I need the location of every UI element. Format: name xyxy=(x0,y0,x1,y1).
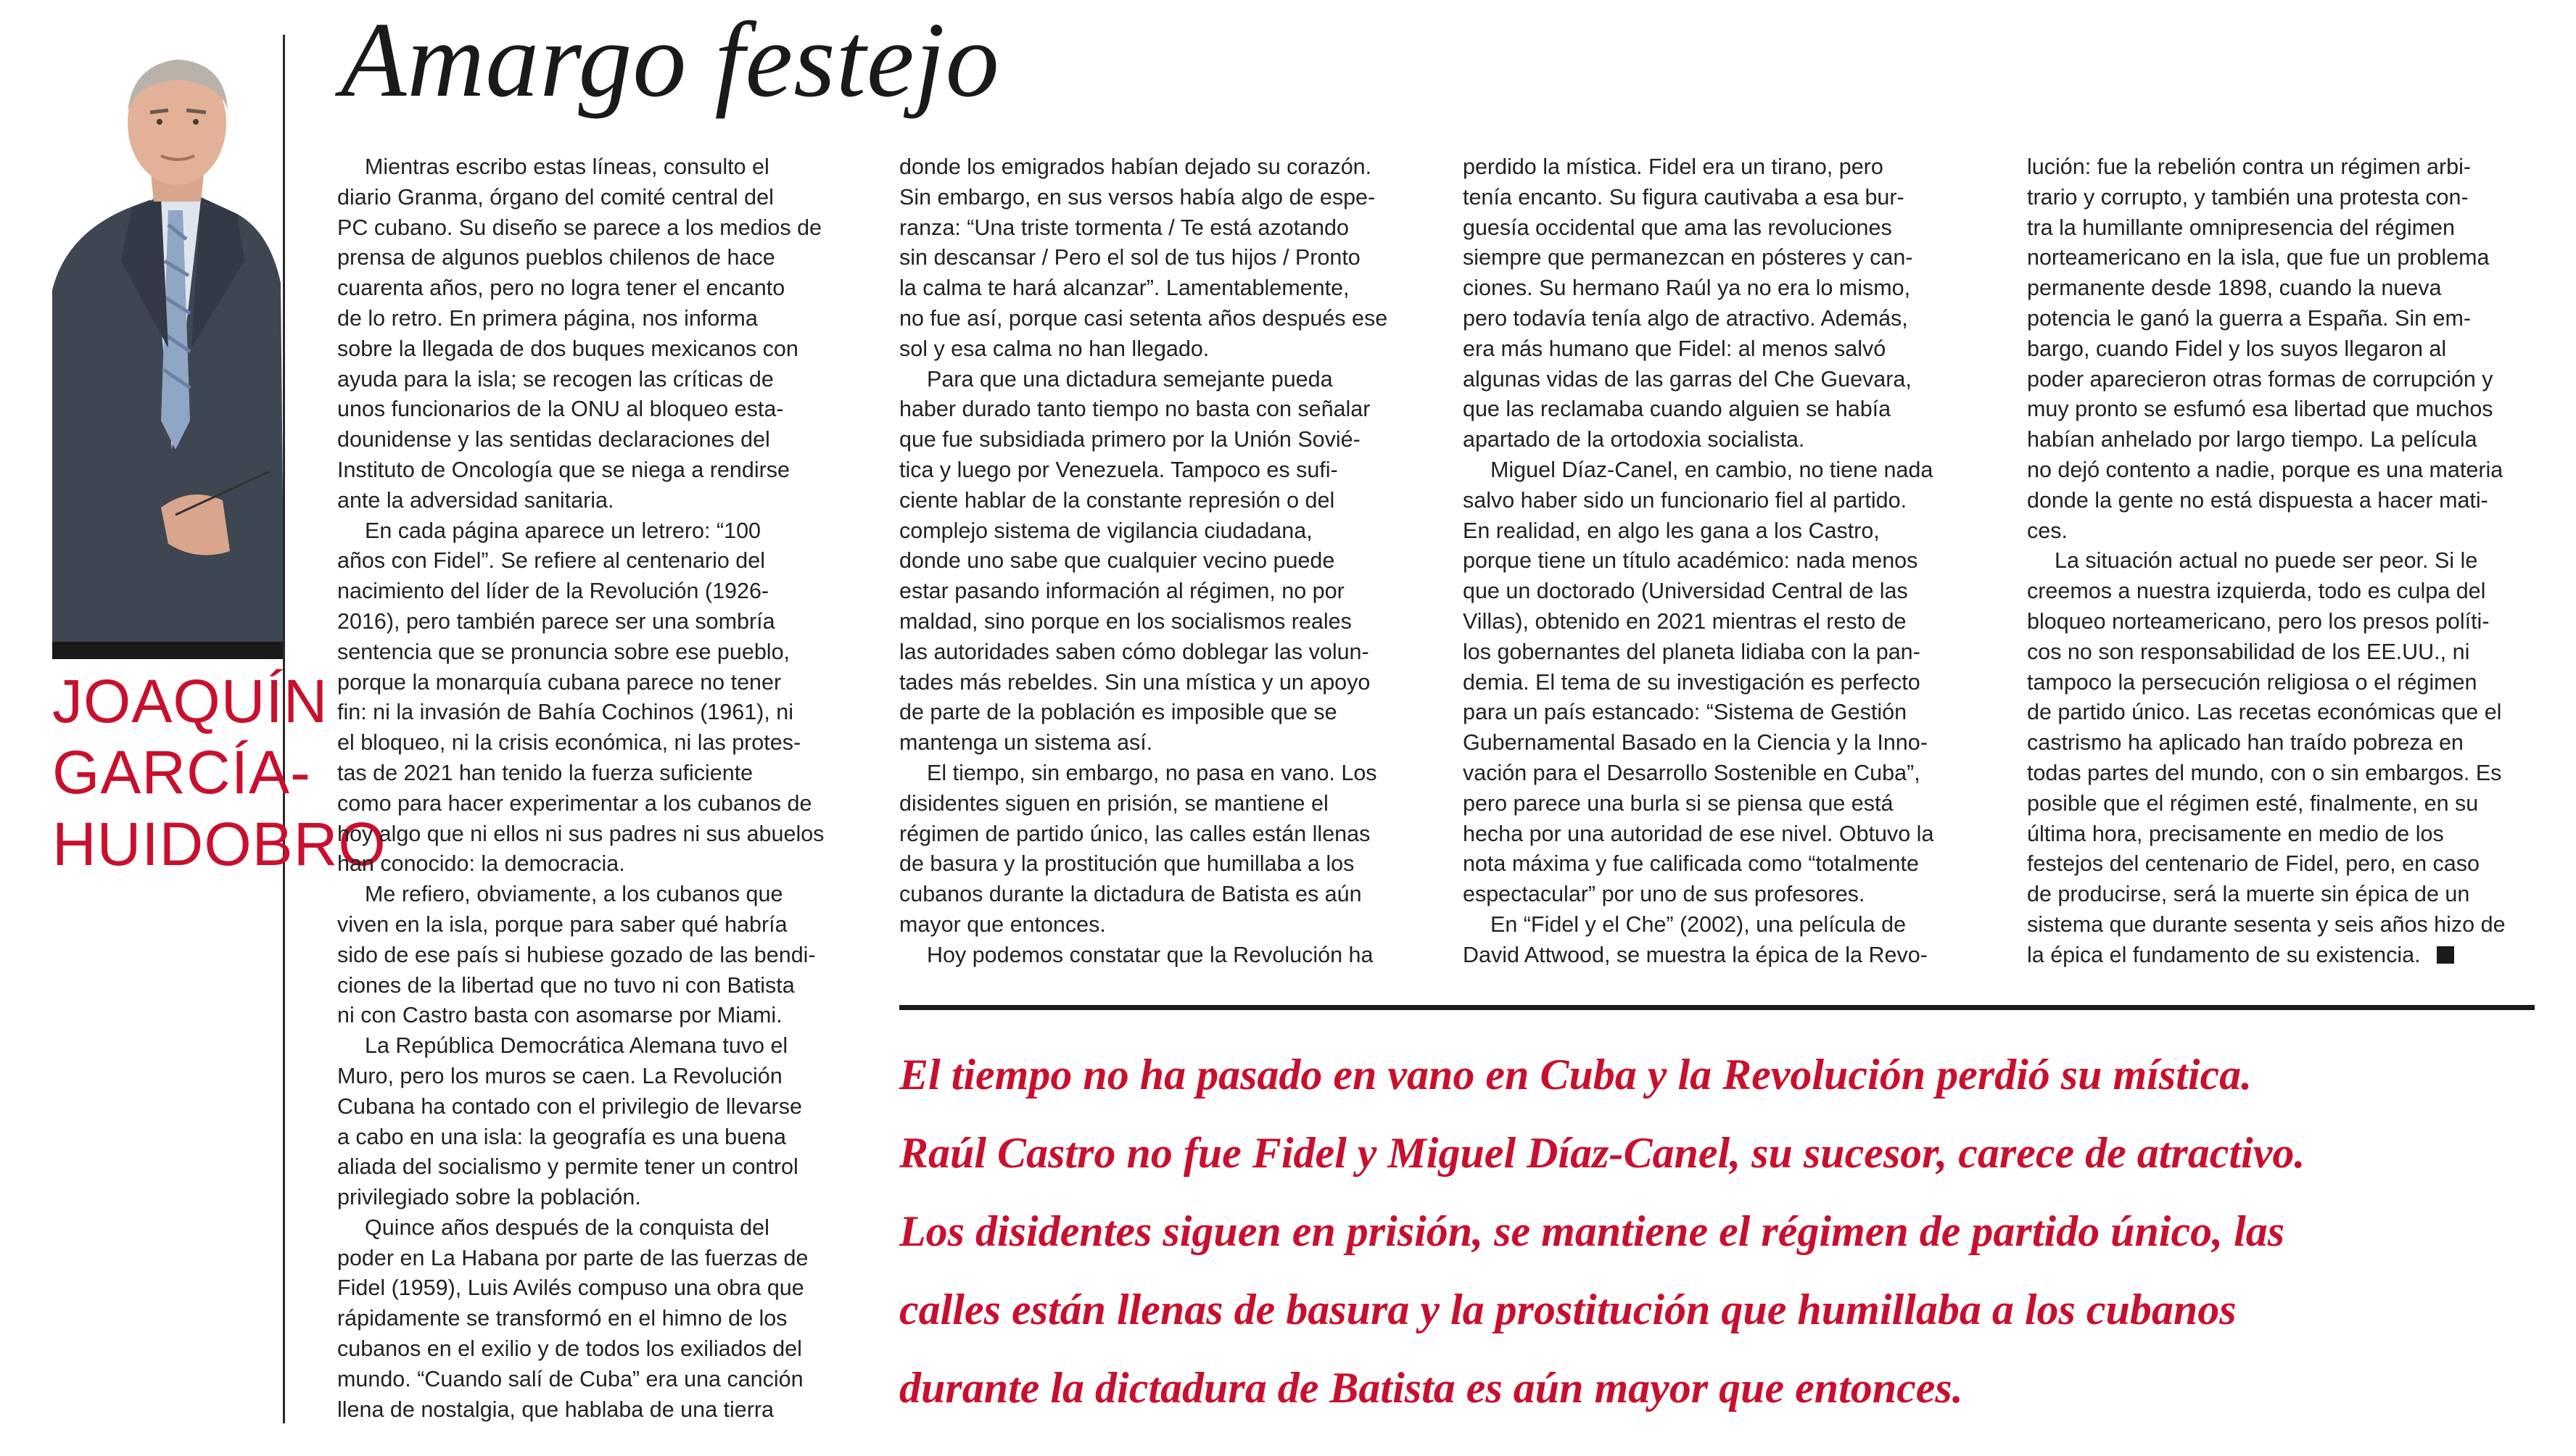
article-line: no dejó contento a nadie, porque es una materia xyxy=(2027,457,2503,482)
article-line: sobre la llegada de dos buques mexicanos con xyxy=(337,336,798,361)
article-line: régimen de partido único, las calles están llenas xyxy=(899,821,1371,846)
article-line: Quince años después de la conquista del xyxy=(365,1215,769,1240)
article-line: ciente hablar de la constante represión o del xyxy=(899,487,1335,513)
article-line: Mientras escribo estas líneas, consulto el xyxy=(365,154,769,179)
article-line: Villas), obtenido en 2021 mientras el resto de xyxy=(1463,608,1907,634)
article-line: El tiempo, sin embargo, no pasa en vano. Los xyxy=(927,760,1377,785)
article-line: Cubana ha contado con el privilegio de llevarse xyxy=(337,1093,802,1119)
article-line: que un doctorado (Universidad Central de las xyxy=(1463,579,1908,604)
article-line: muy pronto se esfumó esa libertad que muchos xyxy=(2027,397,2493,422)
pull-quote xyxy=(899,1035,2538,1427)
article-line: cuarenta años, pero no logra tener el encanto xyxy=(337,276,785,301)
article-line: norteamericano en la isla, que fue un problema xyxy=(2027,245,2490,270)
author-first-name: JOAQUÍN xyxy=(52,667,329,735)
article-line: ante la adversidad sanitaria. xyxy=(337,487,614,513)
article-line: privilegiado sobre la población. xyxy=(337,1185,641,1210)
article-line: a cabo en una isla: la geografía es una buena xyxy=(337,1124,786,1149)
author-surname-1: GARCÍA- xyxy=(52,738,312,807)
article-line: aliada del socialismo y permite tener un control xyxy=(337,1154,798,1180)
article-line: salvo haber sido un funcionario fiel al partido. xyxy=(1463,487,1907,513)
article-line: tra la humillante omnipresencia del régimen xyxy=(2027,215,2455,240)
article-line: maldad, sino porque en los socialismos reales xyxy=(899,608,1352,634)
article-line: trario y corrupto, y también una protesta con- xyxy=(2027,184,2469,210)
article-line: habían anhelado por largo tiempo. La película xyxy=(2027,427,2477,452)
article-line: porque la monarquía cubana parece no tener xyxy=(337,669,782,695)
article-line: porque tiene un título académico: nada menos xyxy=(1463,548,1918,574)
article-line: estar pasando información al régimen, no por xyxy=(899,579,1345,604)
article-line: nota máxima y fue calificada como “totalmente xyxy=(1463,851,1919,877)
article-line: David Attwood, se muestra la épica de la Revo- xyxy=(1463,942,1928,967)
article-line: espectacular” por uno de sus profesores. xyxy=(1463,882,1865,907)
article-line: guesía occidental que ama las revoluciones xyxy=(1463,215,1892,240)
photo-caption-bar xyxy=(52,642,284,659)
article-line: todas partes del mundo, con o sin embargos. Es xyxy=(2027,760,2502,785)
article-column-4 xyxy=(2027,152,2567,971)
article-line: apartado de la ortodoxia socialista. xyxy=(1463,427,1805,452)
article-line: En realidad, en algo les gana a los Castro, xyxy=(1463,518,1880,543)
article-line: permanente desde 1898, cuando la nueva xyxy=(2027,276,2442,301)
pull-quote-line: durante la dictadura de Batista es aún mayor que entonces. xyxy=(899,1364,1963,1412)
article-line: para un país estancado: “Sistema de Gestión xyxy=(1463,700,1907,725)
article-line: tica y luego por Venezuela. Tampoco es sufi- xyxy=(899,457,1338,482)
article-line: creemos a nuestra izquierda, todo es culpa del xyxy=(2027,579,2486,604)
article-line: dounidense y las sentidas declaraciones del xyxy=(337,427,770,452)
article-column-3 xyxy=(1463,152,2003,971)
article-line: tas de 2021 han tenido la fuerza suficiente xyxy=(337,760,754,785)
article-line: Hoy podemos constatar que la Revolución ha xyxy=(927,942,1374,967)
article-line: de partido único. Las recetas económicas que el xyxy=(2027,700,2502,725)
pull-quote-line: Raúl Castro no fue Fidel y Miguel Díaz-Canel, su sucesor, carece de atractivo. xyxy=(899,1129,2305,1177)
article-column-2 xyxy=(899,152,1440,971)
article-line: siempre que permanezcan en pósteres y can- xyxy=(1463,245,1913,270)
article-line: mantenga un sistema así. xyxy=(899,730,1153,756)
article-line: Sin embargo, en sus versos había algo de espe- xyxy=(899,184,1376,210)
article-line: tades más rebeldes. Sin una mística y un apoyo xyxy=(899,669,1371,695)
article-line: no fue así, porque casi setenta años después ese xyxy=(899,305,1388,331)
article-line: poder en La Habana por parte de las fuerzas de xyxy=(337,1245,809,1270)
article-line: castrismo ha aplicado han traído pobreza en xyxy=(2027,730,2464,756)
article-line: que fue subsidiada primero por la Unión Sovié- xyxy=(899,427,1361,452)
article-line: de producirse, será la muerte sin épica de un xyxy=(2027,882,2470,907)
article-line: Muro, pero los muros se caen. La Revolución xyxy=(337,1063,783,1088)
article-line: la calma te hará alcanzar”. Lamentablemente, xyxy=(899,276,1350,301)
article-line: sol y esa calma no han llegado. xyxy=(899,336,1210,361)
article-line: pero parece una burla si se piensa que está xyxy=(1463,790,1894,816)
article-line: La República Democrática Alemana tuvo el xyxy=(365,1033,788,1059)
article-line: cos no son responsabilidad de los EE.UU., ni xyxy=(2027,639,2470,664)
pull-quote-line: El tiempo no ha pasado en vano en Cuba y la Revolución perdió su mística. xyxy=(899,1051,2253,1099)
article-line: hecha por una autoridad de ese nivel. Obtuvo la xyxy=(1463,821,1934,846)
article-line: era más humano que Fidel: al menos salvó xyxy=(1463,336,1886,361)
article-line: como para hacer experimentar a los cubanos de xyxy=(337,790,812,816)
article-line: ciones de la libertad que no tuvo ni con Batista xyxy=(337,972,795,998)
article-line: sin descansar / Pero el sol de tus hijos / Pronto xyxy=(899,245,1361,270)
article-line: La situación actual no puede ser peor. Si le xyxy=(2055,548,2478,574)
article-line: tampoco la persecución religiosa o el régimen xyxy=(2027,669,2477,695)
article-line: donde los emigrados habían dejado su corazón. xyxy=(899,154,1372,179)
article-line: última hora, precisamente en medio de los xyxy=(2027,821,2444,846)
article-line: Me refiero, obviamente, a los cubanos que xyxy=(365,882,783,907)
article-line: de lo retro. En primera página, nos informa xyxy=(337,305,758,331)
author-surname-2: HUIDOBRO xyxy=(52,809,387,878)
article-line: bloqueo norteamericano, pero los presos políti- xyxy=(2027,608,2490,634)
article-line: sentencia que se pronuncia sobre ese pueblo, xyxy=(337,639,790,664)
author-byline xyxy=(52,666,387,880)
article-line: sido de ese país si hubiese gozado de las bendi- xyxy=(337,942,816,967)
article-line: prensa de algunos pueblos chilenos de hace xyxy=(337,245,775,270)
article-line: ciones. Su hermano Raúl ya no era lo mismo, xyxy=(1463,276,1911,301)
article-column-1 xyxy=(337,152,878,1425)
article-line: mayor que entonces. xyxy=(899,911,1106,937)
article-line: En “Fidel y el Che” (2002), una película de xyxy=(1490,911,1907,937)
article-line: bargo, cuando Fidel y los suyos llegaron al xyxy=(2027,336,2447,361)
article-line: nacimiento del líder de la Revolución (1926- xyxy=(337,579,769,604)
article-line: demia. El tema de su investigación es perfecto xyxy=(1463,669,1920,695)
article-line: viven en la isla, porque para saber qué habría xyxy=(337,911,788,937)
article-line: diario Granma, órgano del comité central del xyxy=(337,184,774,210)
article-line: cubanos durante la dictadura de Batista es aún xyxy=(899,882,1362,907)
pull-quote-line: calles están llenas de basura y la prostitución que humillaba a los cubanos xyxy=(899,1286,2237,1333)
article-line: hoy algo que ni ellos ni sus padres ni sus abuelos xyxy=(337,821,825,846)
article-line: donde la gente no está dispuesta a hacer mati- xyxy=(2027,487,2488,513)
article-line: llena de nostalgia, que hablaba de una tierra xyxy=(337,1397,774,1422)
article-line: posible que el régimen esté, finalmente, en su xyxy=(2027,790,2479,816)
article-line: poder aparecieron otras formas de corrupción y xyxy=(2027,366,2493,392)
article-line: Instituto de Oncología que se niega a rendirse xyxy=(337,457,790,482)
article-line: rápidamente se transformó en el himno de los xyxy=(337,1306,788,1331)
article-line: En cada página aparece un letrero: “100 xyxy=(365,518,761,543)
article-line: han conocido: la democracia. xyxy=(337,851,625,877)
headline: Amargo festejo xyxy=(341,1,1000,120)
article-line: complejo sistema de vigilancia ciudadana, xyxy=(899,518,1313,543)
article-line: haber durado tanto tiempo no basta con señalar xyxy=(899,397,1371,422)
article-line: ranza: “Una triste tormenta / Te está azotando xyxy=(899,215,1349,240)
article-line: que las reclamaba cuando alguien se había xyxy=(1463,397,1891,422)
article-line: donde uno sabe que cualquier vecino puede xyxy=(899,548,1335,574)
article-line: PC cubano. Su diseño se parece a los medios de xyxy=(337,215,822,240)
article-line: el bloqueo, ni la crisis económica, ni las protes- xyxy=(337,730,801,756)
article-line: ni con Castro basta con asomarse por Miami. xyxy=(337,1003,783,1028)
article-line: de parte de la población es imposible que se xyxy=(899,700,1337,725)
article-line: los gobernantes del planeta lidiaba con la pan- xyxy=(1463,639,1920,664)
article-line: Miguel Díaz-Canel, en cambio, no tiene nada xyxy=(1490,457,1933,482)
article-line: Para que una dictadura semejante pueda xyxy=(927,366,1333,392)
article-line: perdido la mística. Fidel era un tirano, pero xyxy=(1463,154,1883,179)
article-line: Gubernamental Basado en la Ciencia y la Inno- xyxy=(1463,730,1928,756)
article-line: lución: fue la rebelión contra un régimen arbi- xyxy=(2027,154,2472,179)
article-line: disidentes siguen en prisión, se mantiene el xyxy=(899,790,1329,816)
article-line: ces. xyxy=(2027,518,2068,543)
author-portrait xyxy=(52,44,284,642)
article-line: las autoridades saben cómo doblegar las volun- xyxy=(899,639,1369,664)
article-line: unos funcionarios de la ONU al bloqueo esta- xyxy=(337,397,784,422)
article-line: pero todavía tenía algo de atractivo. Además, xyxy=(1463,305,1908,331)
article-line: vación para el Desarrollo Sostenible en Cuba”, xyxy=(1463,760,1920,785)
article-line: mundo. “Cuando salí de Cuba” era una canción xyxy=(337,1366,804,1391)
article-line: potencia le ganó la guerra a España. Sin em- xyxy=(2027,305,2472,331)
end-of-article-mark xyxy=(2437,946,2454,964)
article-line: sistema que durante sesenta y seis años hizo de xyxy=(2027,911,2506,937)
article-line: de basura y la prostitución que humillaba a los xyxy=(899,851,1355,877)
article-line: algunas vidas de las garras del Che Guevara, xyxy=(1463,366,1912,392)
article-line: ayuda para la isla; se recogen las críticas de xyxy=(337,366,774,392)
article-line: la épica el fundamento de su existencia. xyxy=(2027,940,2567,971)
article-line: años con Fidel”. Se refiere al centenario del xyxy=(337,548,765,574)
article-line: Fidel (1959), Luis Avilés compuso una obra que xyxy=(337,1275,804,1301)
article-line: tenía encanto. Su figura cautivaba a esa bur- xyxy=(1463,184,1904,210)
article-line: fin: ni la invasión de Bahía Cochinos (1961), ni xyxy=(337,700,794,725)
pull-quote-line: Los disidentes siguen en prisión, se mantiene el régimen de partido único, las xyxy=(899,1207,2285,1255)
pull-quote-rule xyxy=(899,1005,2535,1010)
article-line: 2016), pero también parece ser una sombría xyxy=(337,608,775,634)
article-line: cubanos en el exilio y de todos los exiliados del xyxy=(337,1336,802,1362)
article-line: festejos del centenario de Fidel, pero, en caso xyxy=(2027,851,2480,877)
